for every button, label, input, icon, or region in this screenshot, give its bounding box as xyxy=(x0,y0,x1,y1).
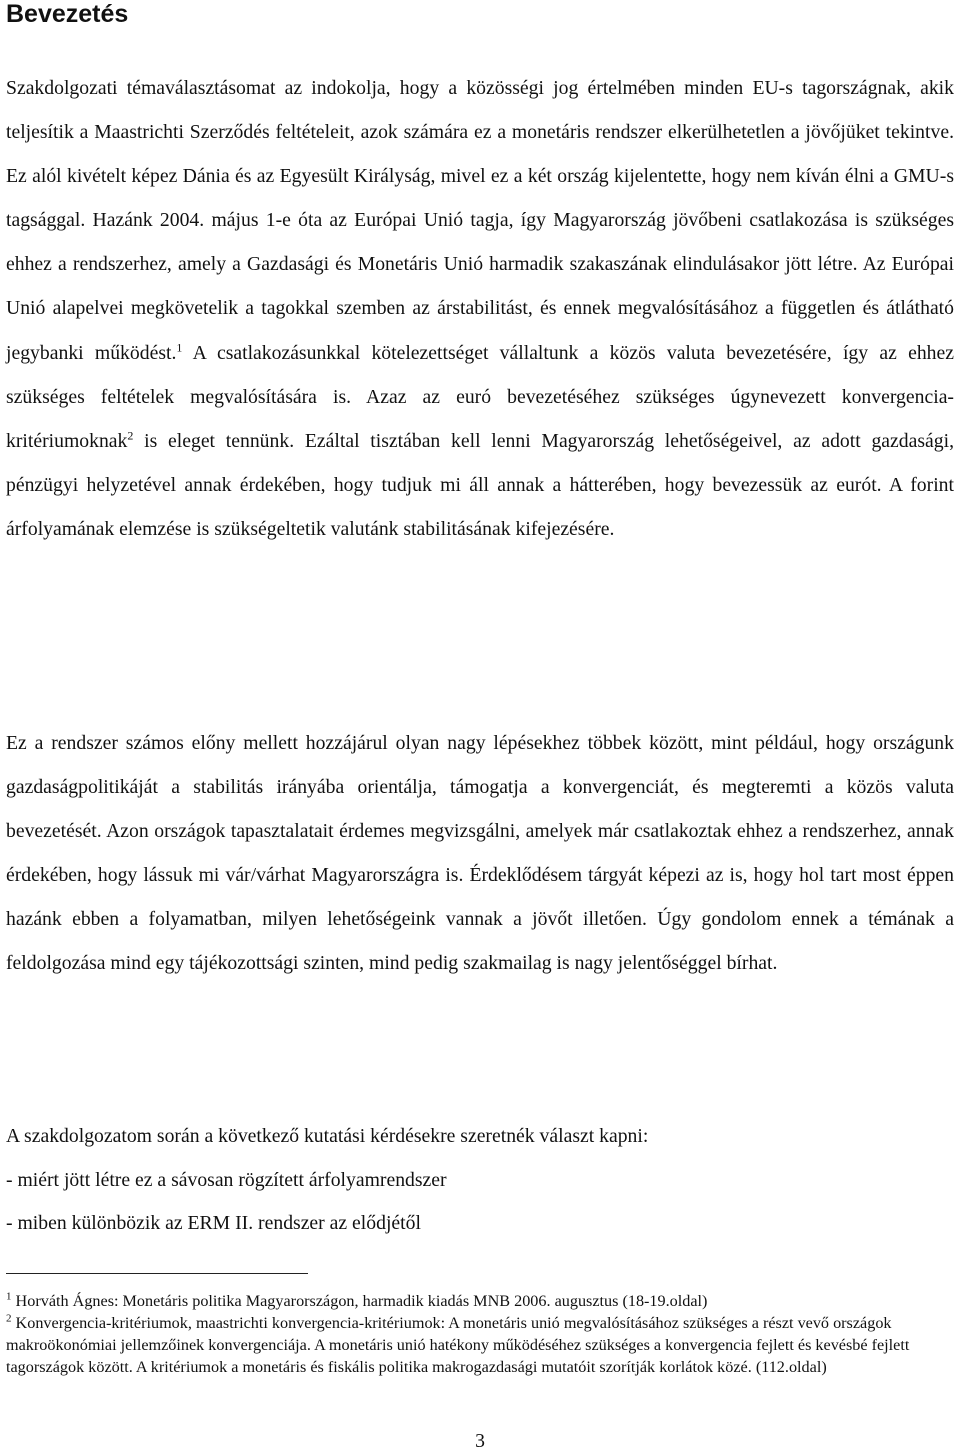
footnote-text: Konvergencia-kritériumok, maastrichti konvergencia-kritériumok: A monetáris unió megvalósításához szükséges a részt vevő országok makroökonómiai jellemzőinek konvergenciája. A monetáris unió hatékony működéséhez szükséges a konvergencia fejlett és kevésbé fejlett tagországok között. A kritériumok a monetáris és fiskális politika makrogazdasági mutatóit szorítják korlátok közé. (112.oldal) xyxy=(6,1314,910,1376)
page-title: Bevezetés xyxy=(6,0,129,28)
footnote-2 xyxy=(6,1312,954,1378)
page-number: 3 xyxy=(475,1430,485,1452)
footnote-separator xyxy=(6,1273,308,1274)
footnote-ref-1[interactable]: 1 xyxy=(176,340,183,354)
paragraph-research-questions-intro: A szakdolgozatom során a következő kutatási kérdésekre szeretnék választ kapni: xyxy=(6,1125,649,1147)
research-question-item: - miért jött létre ez a sávosan rögzített árfolyamrendszer xyxy=(6,1169,447,1191)
paragraph-benefits: Ez a rendszer számos előny mellett hozzájárul olyan nagy lépésekhez többek között, mint például, hogy országunk gazdaságpolitikáját a stabilitás irányába orientálja, támogatja a konvergenciát, és megteremti a közös valuta bevezetését. Azon országok tapasztalatait érdemes megvizsgálni, amelyek már csatlakoztak ehhez a rendszerhez, annak érdekében, hogy lássuk mi vár/várhat Magyarországra is. Érdeklődésem tárgyát képezi az is, hogy hol tart most éppen hazánk ebben a folyamatban, milyen lehetőségeink vannak a jövőt illetően. Úgy gondolom ennek a témának a feldolgozása mind egy tájékozottsági szinten, mind pedig szakmailag is nagy jelentőséggel bírhat. xyxy=(6,732,954,975)
footnote-1 xyxy=(6,1290,954,1312)
research-question-item: - miben különbözik az ERM II. rendszer az elődjétől xyxy=(6,1212,421,1234)
footnote-mark: 1 xyxy=(6,1290,12,1303)
footnote-mark: 2 xyxy=(6,1312,12,1325)
paragraph-motivation xyxy=(6,66,954,551)
paragraph-text: is eleget tennünk. Ezáltal tisztában kell lenni Magyarország lehetőségeivel, az adott gazdasági, pénzügyi helyzetével annak érdekében, hogy tudjuk mi áll annak a hátterében, hogy bevezessük az eurót. A forint árfolyamának elemzése is szükségeltetik valutánk stabilitásának kifejezésére. xyxy=(6,429,954,540)
paragraph-text: A csatlakozásunkkal kötelezettséget vállaltunk a közös valuta bevezetésére, így az ehhez szükséges feltételek megvalósítására is. Azaz az euró bevezetéséhez szükséges úgynevezett konvergencia-kritériumoknak xyxy=(6,341,954,452)
footnote-ref-2[interactable]: 2 xyxy=(127,428,134,443)
paragraph-text: Szakdolgozati témaválasztásomat az indokolja, hogy a közösségi jog értelmében minden EU-s tagországnak, akik teljesítik a Maastrichti Szerződés feltételeit, azok számára ez a monetáris rendszer elkerülhetetlen a jövőjüket tekintve. Ez alól kivételt képez Dánia és az Egyesült Királyság, mivel ez a két ország kijelentette, hogy nem kíván élni a GMU-s tagsággal. Hazánk 2004. május 1-e óta az Európai Unió tagja, így Magyarország jövőbeni csatlakozása is szükséges ehhez a rendszerhez, amely a Gazdasági és Monetáris Unió harmadik szakaszának elindulásakor jött létre. Az Európai Unió alapelvei megkövetelik a tagokkal szemben az árstabilitást, és ennek megvalósításához a független és átlátható jegybanki működést. xyxy=(6,77,954,364)
footnote-text: Horváth Ágnes: Monetáris politika Magyarországon, harmadik kiadás MNB 2006. augusztus (18-19.oldal) xyxy=(11,1292,708,1310)
